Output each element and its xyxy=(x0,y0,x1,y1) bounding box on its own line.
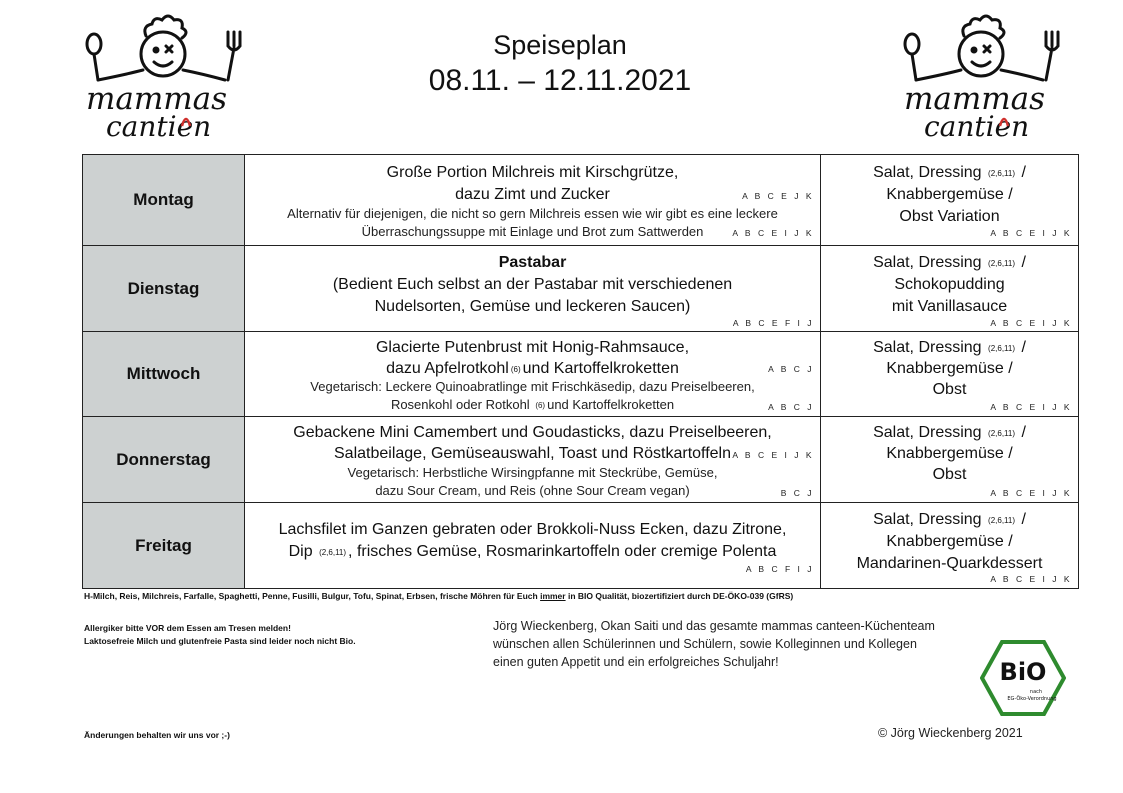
main-dish-cell xyxy=(245,332,821,416)
main-dish-cell xyxy=(245,417,821,502)
main-dish-cell xyxy=(245,503,821,588)
allergen-codes: A B C J xyxy=(768,364,814,374)
svg-text:nach: nach xyxy=(1029,689,1043,695)
svg-text:EG-Öko-Verordnung: EG-Öko-Verordnung xyxy=(1007,696,1057,702)
svg-text:BiO: BiO xyxy=(999,658,1047,686)
svg-text:cantien: cantien xyxy=(924,110,1030,142)
main-dish-line: (Bedient Euch selbst an der Pastabar mit verschiedenen xyxy=(332,276,733,293)
allergen-codes: A B C E I J K xyxy=(990,402,1072,412)
alternative-line: dazu Sour Cream, und Reis (ohne Sour Cream vegan) xyxy=(375,483,690,498)
row-montag xyxy=(83,155,1078,245)
side-line: Knabbergemüse / xyxy=(886,360,1013,377)
side-line: Salat, Dressing (2,6,11) / xyxy=(873,339,1026,356)
row-mittwoch xyxy=(83,331,1078,416)
side-line: mit Vanillasauce xyxy=(891,298,1008,315)
svg-text:mammas: mammas xyxy=(86,81,228,117)
side-line: Obst xyxy=(932,466,967,483)
main-dish-cell xyxy=(245,246,821,331)
main-dish-line: dazu Zimt und Zucker xyxy=(455,186,610,203)
date-range: 08.11. – 12.11.2021 xyxy=(428,64,692,97)
main-dish-line: Gebackene Mini Camembert und Goudasticks, dazu Preiselbeeren, xyxy=(293,424,772,441)
allergen-codes: A B C E I J K xyxy=(990,228,1072,238)
side-line: Obst xyxy=(932,381,967,398)
side-dish-cell xyxy=(821,503,1078,588)
mammas-canteen-logo-left xyxy=(80,14,246,142)
svg-text:cantien: cantien xyxy=(106,110,212,142)
copyright: © Jörg Wieckenberg 2021 xyxy=(878,726,1023,740)
row-dienstag xyxy=(83,245,1078,331)
side-dish-cell xyxy=(821,417,1078,502)
allergen-codes: A B C J xyxy=(768,402,814,412)
greeting-line: Jörg Wieckenberg, Okan Saiti und das gesamte mammas canteen-Küchenteam xyxy=(493,619,935,633)
side-dish-cell xyxy=(821,246,1078,331)
bio-note: H-Milch, Reis, Milchreis, Farfalle, Spaghetti, Penne, Fusilli, Bulgur, Tofu, Spinat, Erbsen, frische Möhren für Euch immer in BIO Qualität, biozertifiziert durch DE-ÖKO-039 (GfRS) xyxy=(84,591,794,601)
day-label: Freitag xyxy=(83,503,245,588)
side-line: Salat, Dressing (2,6,11) / xyxy=(873,424,1026,441)
allergen-codes: A B C E J K xyxy=(742,191,814,201)
side-line: Salat, Dressing (2,6,11) / xyxy=(873,254,1026,271)
alternative-line: Vegetarisch: Leckere Quinoabratlinge mit Frischkäsedip, dazu Preiselbeeren, xyxy=(310,379,755,394)
allergen-codes: A B C E I J K xyxy=(732,228,814,238)
day-label: Mittwoch xyxy=(83,332,245,416)
allergy-note: Allergiker bitte VOR dem Essen am Tresen melden! xyxy=(84,623,291,633)
day-label: Montag xyxy=(83,155,245,245)
alternative-line: Überraschungssuppe mit Einlage und Brot zum Sattwerden xyxy=(361,224,704,239)
side-line: Salat, Dressing (2,6,11) / xyxy=(873,164,1026,181)
side-dish-cell xyxy=(821,332,1078,416)
side-line: Knabbergemüse / xyxy=(886,186,1013,203)
side-line: Obst Variation xyxy=(899,208,1000,225)
side-line: Mandarinen-Quarkdessert xyxy=(856,555,1043,572)
page-title: Speiseplan xyxy=(493,30,627,60)
allergen-codes: A B C E I J K xyxy=(732,450,814,460)
greeting-line: wünschen allen Schülerinnen und Schülern, sowie Kolleginnen und Kollegen xyxy=(493,637,917,651)
day-label: Donnerstag xyxy=(83,417,245,502)
changes-note: Änderungen behalten wir uns vor ;-) xyxy=(84,730,230,740)
logo-drawing xyxy=(80,14,246,142)
allergen-codes: B C J xyxy=(780,488,814,498)
lactose-note: Laktosefreie Milch und glutenfreie Pasta sind leider noch nicht Bio. xyxy=(84,636,356,646)
allergen-codes: A B C E I J K xyxy=(990,574,1072,584)
header xyxy=(340,28,780,100)
side-line: Knabbergemüse / xyxy=(886,445,1013,462)
bio-seal-icon xyxy=(980,640,1066,716)
logo-drawing xyxy=(898,14,1064,142)
main-dish-line: Salatbeilage, Gemüseauswahl, Toast und Röstkartoffeln xyxy=(334,445,731,462)
main-dish-line: Nudelsorten, Gemüse und leckeren Saucen) xyxy=(374,298,691,315)
main-dish-cell xyxy=(245,155,821,245)
row-freitag xyxy=(83,502,1078,588)
greeting xyxy=(493,617,935,671)
side-dish-cell xyxy=(821,155,1078,245)
side-line: Knabbergemüse / xyxy=(886,533,1013,550)
row-donnerstag xyxy=(83,416,1078,502)
allergen-codes: A B C E I J K xyxy=(990,488,1072,498)
alternative-line: Alternativ für diejenigen, die nicht so gern Milchreis essen wie wir gibt es eine leckere xyxy=(287,206,778,221)
mammas-canteen-logo-right xyxy=(898,14,1064,142)
greeting-line: einen guten Appetit und ein erfolgreiches Schuljahr! xyxy=(493,655,779,669)
side-line: Schokopudding xyxy=(894,276,1005,293)
bio-seal xyxy=(980,640,1066,716)
allergen-codes: A B C E I J K xyxy=(990,318,1072,328)
alternative-line: Vegetarisch: Herbstliche Wirsingpfanne mit Steckrübe, Gemüse, xyxy=(347,465,718,480)
menu-table xyxy=(82,154,1079,589)
alternative-line: Rosenkohl oder Rotkohl (6) und Kartoffelkroketten xyxy=(390,397,675,412)
allergen-codes: A B C E F I J xyxy=(732,318,814,328)
allergen-codes: A B C F I J xyxy=(745,564,814,574)
main-dish-line: dazu Apfelrotkohl (6) und Kartoffelkroketten xyxy=(386,360,679,377)
svg-text:mammas: mammas xyxy=(904,81,1046,117)
main-dish-line: Lachsfilet im Ganzen gebraten oder Brokkoli-Nuss Ecken, dazu Zitrone, xyxy=(278,521,787,538)
main-dish-line: Große Portion Milchreis mit Kirschgrütze, xyxy=(386,164,679,181)
side-line: Salat, Dressing (2,6,11) / xyxy=(873,511,1026,528)
main-dish-title: Pastabar xyxy=(498,254,567,271)
main-dish-line: Glacierte Putenbrust mit Honig-Rahmsauce, xyxy=(375,339,690,356)
main-dish-line: Dip (2,6,11) , frisches Gemüse, Rosmarinkartoffeln oder cremige Polenta xyxy=(288,543,777,560)
day-label: Dienstag xyxy=(83,246,245,331)
